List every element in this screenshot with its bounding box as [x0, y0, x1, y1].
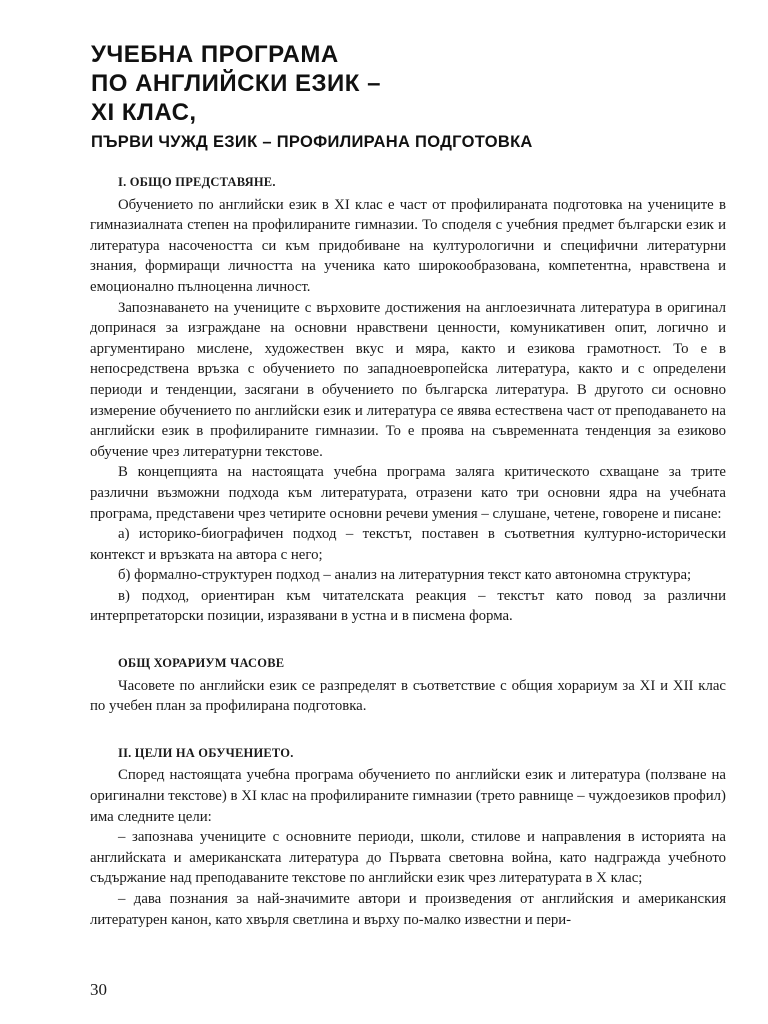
page-number: 30 — [90, 980, 107, 999]
list-item-c: в) подход, ориентиран към читателската реакция – текстът като повод за различни интерпретаторски позиции, изразявани в устна и в писмена форма. — [90, 587, 726, 625]
list-item-a: а) историко-биографичен подход – текстът, поставен в съответния културно-исторически контекст и връзката на автора с него; — [90, 526, 726, 563]
section-heading-goals: II. ЦЕЛИ НА ОБУЧЕНИЕТО. — [118, 745, 294, 760]
section-heading-intro: I. ОБЩО ПРЕДСТАВЯНЕ. — [118, 175, 276, 189]
title-line-2: ПО АНГЛИЙСКИ ЕЗИК – — [91, 70, 381, 97]
title-block — [91, 40, 691, 153]
section-heading-hours: ОБЩ ХОРАРИУМ ЧАСОВЕ — [118, 656, 285, 671]
subtitle: ПЪРВИ ЧУЖД ЕЗИК – ПРОФИЛИРАНА ПОДГОТОВКА — [91, 133, 533, 151]
title-line-1: УЧЕБНА ПРОГРАМА — [91, 41, 339, 68]
paragraph: Според настоящата учебна програма обучението по английски език и литература (ползване на оригинални текстове) в XI клас на профилираните гимназии (трето равнище – чуждоезиков профил) има следните цели: — [90, 767, 726, 825]
list-item-b: б) формално-структурен подход – анализ на литературния текст като автономна структура; — [118, 567, 692, 584]
list-item-goal-2: – дава познания за най-значимите автори и произведения от английския и американския литературен канон, като хвърля светлина и върху по-малко известни и пери- — [90, 891, 726, 928]
paragraph: Часовете по английски език се разпределят в съответствие с общия хорариум за XI и XII клас по учебен план за профилирана подготовка. — [90, 677, 726, 715]
body-text — [90, 172, 726, 930]
list-item-goal-1: – запознава учениците с основните периоди, школи, стилове и направления в историята на английската и американската литература до Първата световна война, като надгражда учебното съдържание над преподаваните текстове по английски език чрез литературата в X клас; — [90, 829, 726, 887]
paragraph: В концепцията на настоящата учебна програма залягa критическото схващане за трите различни възможни подхода към литературата, отразени като три основни ядра на учебната програма, представени чрез четирите основни речеви умения – слушане, четене, говорене и писане: — [90, 464, 726, 522]
paragraph: Обучението по английски език в XI клас е част от профилираната подготовка на учениците в гимназиалната степен на профилираните гимназии. То споделя с учебния предмет български език и литература насочеността си към придобиване на културологични и специфични литературни знания, формиращи личността на ученика като широкообразована, компетентна, нравствена и емоционално пълноценна личност. — [90, 196, 726, 295]
title-line-3: XI КЛАС, — [91, 99, 197, 126]
paragraph: Запознаването на учениците с върховите достижения на англоезичната литература в оригинал допринася за изграждане на основни нравствени ценности, комуникативен опит, логично и аргументирано мислене, художествен вкус и мяра, както и езикова грамотност. То е в непосредствена връзка с обучението по западноевропейска литература, както и с определени периоди и тенденции, засягани в обучението по българска литература. В другото си основно измерение обучението по английски език и литература се явява естествена част от преподаването на английски език в профилираните гимназии. То е проява на съвременната тенденция за езиково обучение чрез литературни текстове. — [90, 299, 726, 460]
